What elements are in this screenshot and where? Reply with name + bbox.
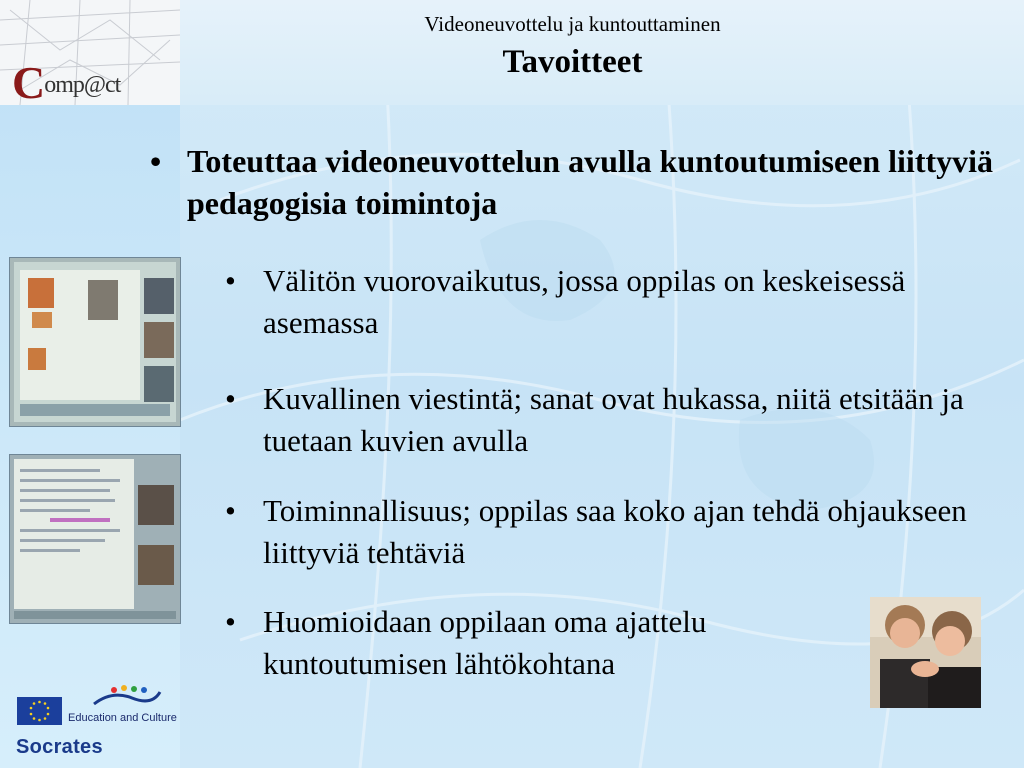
- sub-bullet-text: Toiminnallisuus; oppilas saa koko ajan tehdä ohjaukseen liittyviä tehtäviä: [263, 493, 967, 570]
- bullet-marker: •: [225, 493, 236, 528]
- videoconference-screenshot-image: [9, 257, 181, 427]
- socrates-label: Socrates: [16, 736, 103, 758]
- logo-wordmark: Comp@ct: [12, 57, 121, 105]
- slide-title: Tavoitteet: [502, 44, 643, 80]
- main-bullet-text: Toteuttaa videoneuvottelun avulla kuntoutumiseen liittyviä pedagogisia toimintoja: [187, 143, 994, 221]
- bullet-marker: •: [225, 604, 236, 639]
- bullet-marker: •: [225, 263, 236, 298]
- education-culture-logo-icon: [92, 684, 162, 713]
- bullet-marker: •: [225, 381, 236, 416]
- sub-bullet-text: Huomioidaan oppilaan oma ajattelu kuntoutumisen lähtökohtana: [263, 604, 707, 681]
- sub-bullet-text: Kuvallinen viestintä; sanat ovat hukassa, niitä etsitään ja tuetaan kuvien avulla: [263, 381, 964, 458]
- slide-subtitle: Videoneuvottelu ja kuntouttaminen: [424, 12, 721, 36]
- education-culture-label: Education and Culture: [68, 712, 177, 724]
- videoconference-text-screenshot-image: [9, 454, 181, 624]
- two-boys-photo: [870, 597, 981, 708]
- sub-bullet-text: Välitön vuorovaikutus, jossa oppilas on keskeisessä asemassa: [263, 263, 906, 340]
- bullet-marker: •: [150, 143, 162, 179]
- compact-logo: [0, 0, 180, 105]
- eu-flag-icon: [17, 697, 62, 725]
